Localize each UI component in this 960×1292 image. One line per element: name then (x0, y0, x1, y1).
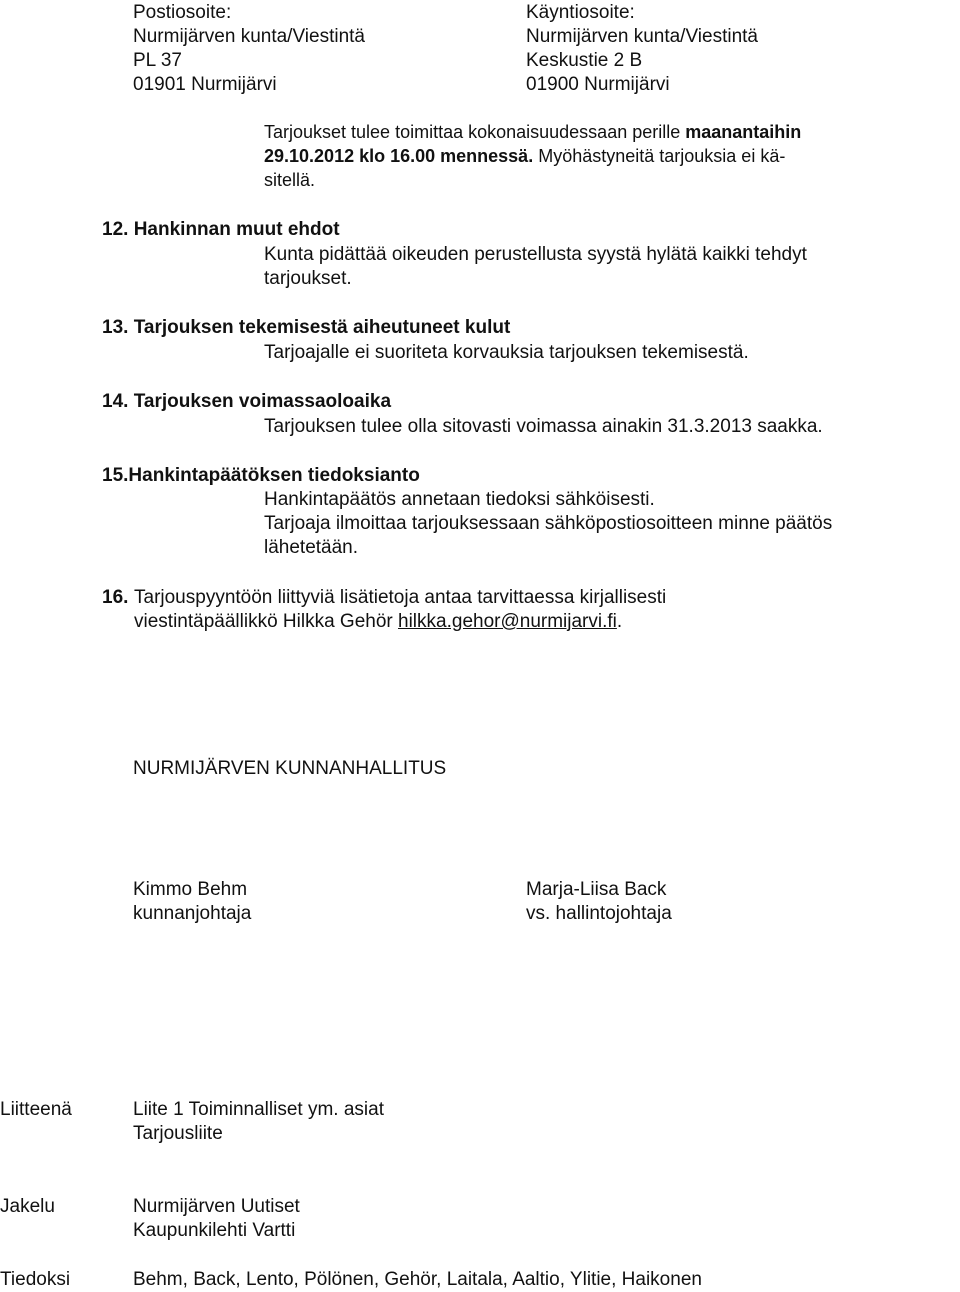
section-title: Hankinnan muut ehdot (133, 219, 340, 240)
postal-address-line: 01901 Nurmijärvi (133, 74, 277, 95)
signer-name: Marja-Liisa Back (526, 879, 667, 900)
deadline-text: Myöhästyneitä tarjouksia ei kä- (533, 146, 786, 166)
section-title: Tarjouksen tekemisestä aiheutuneet kulut (133, 317, 511, 338)
section-line: Tarjoaja ilmoittaa tarjouksessaan sähköpostiosoitteen minne päätös (264, 513, 833, 534)
section-13-heading (102, 316, 510, 340)
postal-address-heading: Postiosoite: (133, 2, 232, 23)
signer-name: Kimmo Behm (133, 879, 248, 900)
attachment-item: Tarjousliite (133, 1123, 223, 1144)
section-14-heading (102, 390, 391, 414)
visiting-address (526, 1, 758, 97)
section-number: 13. (102, 317, 129, 338)
section-line: Kunta pidättää oikeuden perustellusta syystä hylätä kaikki tehdyt (264, 244, 807, 265)
section-15-body (264, 488, 832, 560)
info-label: Tiedoksi (0, 1269, 71, 1290)
distribution-label: Jakelu (0, 1196, 55, 1217)
postal-address-line: PL 37 (133, 50, 182, 71)
signature-left (133, 878, 251, 926)
section-line: Hankintapäätös annetaan tiedoksi sähköisesti. (264, 489, 655, 510)
section-13-body (264, 341, 749, 365)
attachment-item: Liite 1 Toiminnalliset ym. asiat (133, 1099, 384, 1120)
visiting-address-heading: Käyntiosoite: (526, 2, 635, 23)
deadline-text: Tarjoukset tulee toimittaa kokonaisuudessaan perille (264, 122, 686, 142)
contact-text: viestintäpäällikkö Hilkka Gehör (134, 611, 399, 632)
visiting-address-line: Keskustie 2 B (526, 50, 643, 71)
section-15-heading (102, 464, 420, 488)
contact-text: . (616, 611, 623, 632)
attachments-list (133, 1098, 384, 1146)
section-title: Hankintapäätöksen tiedoksianto (128, 465, 420, 486)
section-line: Tarjoajalle ei suoriteta korvauksia tarjouksen tekemisestä. (264, 342, 749, 363)
section-line (134, 610, 666, 634)
email-link[interactable]: hilkka.gehor@nurmijarvi.fi (398, 611, 617, 632)
section-16-number: 16. (102, 587, 129, 608)
signer-title: vs. hallintojohtaja (526, 903, 672, 924)
distribution-item: Kaupunkilehti Vartti (133, 1220, 296, 1241)
section-title: Tarjouksen voimassaoloaika (133, 391, 392, 412)
deadline-date-bold: maanantaihin (685, 122, 802, 142)
postal-address-line: Nurmijärven kunta/Viestintä (133, 26, 365, 47)
signature-right (526, 878, 672, 926)
section-number: 14. (102, 391, 129, 412)
visiting-address-line: 01900 Nurmijärvi (526, 74, 670, 95)
info-item: Behm, Back, Lento, Pölönen, Gehör, Laitala, Aaltio, Ylitie, Haikonen (133, 1269, 702, 1290)
section-16-body (134, 586, 666, 634)
section-line: tarjoukset. (264, 268, 352, 289)
visiting-address-line: Nurmijärven kunta/Viestintä (526, 26, 758, 47)
deadline-line (264, 120, 801, 144)
section-number: 15. (102, 465, 129, 486)
section-14-body (264, 415, 823, 439)
section-line: Tarjouspyyntöön liittyviä lisätietoja antaa tarvittaessa kirjallisesti (134, 587, 667, 608)
section-number: 12. (102, 219, 129, 240)
distribution-item: Nurmijärven Uutiset (133, 1196, 300, 1217)
section-12-heading (102, 218, 340, 242)
deadline-line (264, 144, 801, 168)
section-line: Tarjouksen tulee olla sitovasti voimassa ainakin 31.3.2013 saakka. (264, 416, 823, 437)
info-list (133, 1268, 702, 1292)
section-12-body (264, 243, 807, 291)
postal-address (133, 1, 365, 97)
deadline-time-bold: 29.10.2012 klo 16.00 mennessä. (264, 146, 534, 166)
deadline-paragraph (264, 120, 801, 192)
organization-name: NURMIJÄRVEN KUNNANHALLITUS (133, 758, 447, 779)
attachments-label: Liitteenä (0, 1099, 72, 1120)
signer-title: kunnanjohtaja (133, 903, 252, 924)
section-line: lähetetään. (264, 537, 359, 558)
distribution-list (133, 1195, 300, 1243)
deadline-line: sitellä. (264, 170, 316, 190)
